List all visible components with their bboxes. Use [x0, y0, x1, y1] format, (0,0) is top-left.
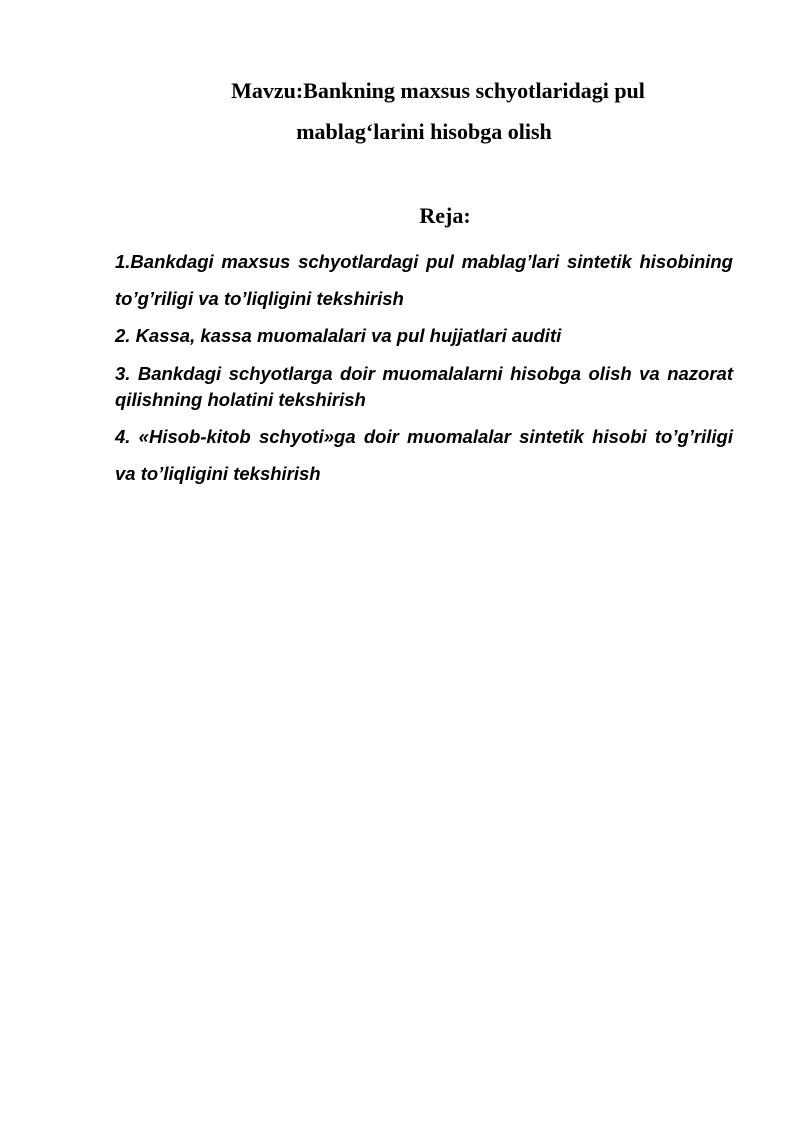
- page-title-line-1: Mavzu:Bankning maxsus schyotlaridagi pul: [231, 78, 645, 103]
- plan-item-1: 1.Bankdagi maxsus schyotlardagi pul mablag’lari sintetik hisobining to’g’riligi va to’liqligini tekshirish: [115, 251, 733, 309]
- plan-item-3: 3. Bankdagi schyotlarga doir muomalalarni hisobga olish va nazorat qilishning holatini tekshirish: [115, 363, 733, 410]
- plan-heading: Reja:: [419, 203, 471, 228]
- plan-item-4: 4. «Hisob-kitob schyoti»ga doir muomalalar sintetik hisobi to’g’riligi va to’liqligini tekshirish: [115, 426, 733, 484]
- plan-item-2: 2. Kassa, kassa muomalalari va pul hujjatlari auditi: [115, 325, 562, 346]
- page-title-line-2: mablag‘larini hisobga olish: [296, 119, 552, 144]
- plan-list: [115, 243, 733, 492]
